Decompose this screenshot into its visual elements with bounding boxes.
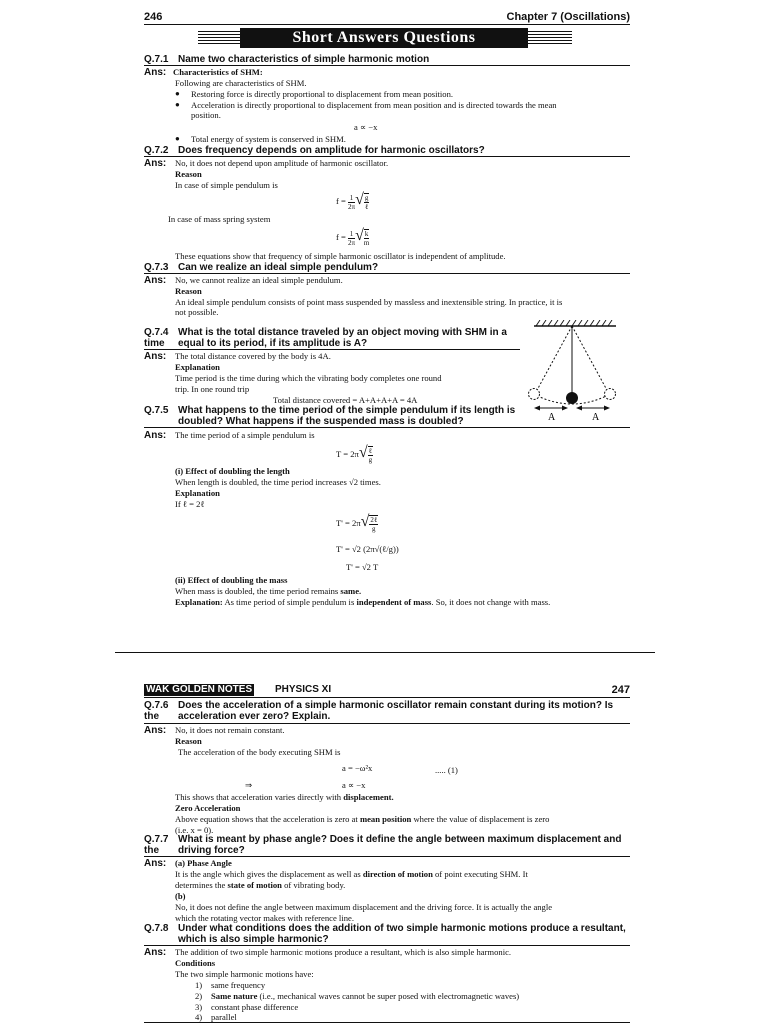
amplitude-label-right: A bbox=[592, 412, 600, 423]
formula: a ∝ −x bbox=[354, 122, 378, 132]
list-item: 2) Same nature (i.e., mechanical waves cannot be super posed with electromagnetic waves) bbox=[195, 991, 520, 1001]
question-number: Q.7.4 bbox=[144, 327, 169, 338]
section-banner bbox=[198, 28, 572, 48]
answer-text: which the rotating vector makes with reference line. bbox=[175, 913, 354, 923]
time-period-formula-result: T' = √2 T bbox=[346, 562, 379, 572]
reason-label: Reason bbox=[175, 286, 202, 296]
ans-label: Ans: bbox=[144, 158, 167, 169]
question-text: Can we realize an ideal simple pendulum? bbox=[178, 262, 379, 273]
header-rule bbox=[144, 697, 630, 698]
answer-text: Following are characteristics of SHM. bbox=[175, 78, 307, 88]
question-rule bbox=[144, 945, 630, 946]
question-text: Under what conditions does the addition of two simple harmonic motions produce a resultant, bbox=[178, 923, 626, 934]
answer-text: It is the angle which gives the displacement as well as direction of motion of point executing SHM. It bbox=[175, 869, 528, 879]
ans-label: Ans: bbox=[144, 351, 167, 362]
answer-text: The time period of a simple pendulum is bbox=[175, 430, 315, 440]
question-7-1 bbox=[144, 54, 630, 65]
implies-icon: ⇒ bbox=[245, 780, 253, 790]
ans-label: Ans: bbox=[144, 67, 167, 78]
distance-formula: Total distance covered = A+A+A+A = 4A bbox=[273, 395, 418, 405]
frequency-formula-pendulum: f = $\frac{1}{2\pi}$ √ $\frac{g}{\text{ℓ}}$ bbox=[336, 191, 369, 212]
question-text: Does the acceleration of a simple harmonic oscillator remain constant during its motion? Is the bbox=[144, 700, 614, 722]
question-number: Q.7.6 bbox=[144, 700, 169, 711]
question-text: Name two characteristics of simple harmonic motion bbox=[178, 54, 430, 65]
answer-text: The addition of two simple harmonic motions produce a resultant, which is also simple harmonic. bbox=[175, 947, 512, 957]
question-7-8-cont: which is also simple harmonic? bbox=[178, 934, 329, 945]
question-number: Q.7.5 bbox=[144, 405, 169, 416]
question-7-3 bbox=[144, 262, 630, 273]
reason-label: Reason bbox=[175, 169, 202, 179]
bullet-icon: ● bbox=[175, 100, 180, 109]
answer-text: This shows that acceleration varies directly with displacement. bbox=[175, 792, 394, 802]
time-period-formula-step: T' = √2 (2π√(ℓ/g)) bbox=[336, 544, 399, 554]
phase-angle-label: (a) Phase Angle bbox=[175, 858, 232, 868]
question-7-5-cont: doubled? What happens if the suspended mass is doubled? bbox=[178, 416, 464, 427]
part-b-label: (b) bbox=[175, 891, 186, 901]
acceleration-formula: a = −ω²x bbox=[342, 763, 373, 773]
bullet-icon: ● bbox=[175, 134, 180, 143]
chapter-title: Chapter 7 (Oscillations) bbox=[506, 11, 630, 23]
question-text: What is meant by phase angle? Does it define the angle between maximum displacement and the bbox=[144, 834, 622, 856]
answer-text: No, it does not define the angle between maximum displacement and the driving force. It is actually the angle bbox=[175, 902, 553, 912]
ans-label: Ans: bbox=[144, 275, 167, 286]
answer-text: Explanation: As time period of simple pendulum is independent of mass. So, it does not change with mass. bbox=[175, 597, 551, 607]
ans-label: Ans: bbox=[144, 947, 167, 958]
bullet-text: Acceleration is directly proportional to displacement from mean position and is directed towards the mean bbox=[191, 100, 557, 110]
brand-label: WAK GOLDEN NOTES bbox=[146, 684, 253, 695]
amplitude-label-left: A bbox=[548, 412, 556, 423]
page-number: 247 bbox=[611, 684, 630, 696]
answer-text: The total distance covered by the body is 4A. bbox=[175, 351, 331, 361]
part-i-label: (i) Effect of doubling the length bbox=[175, 466, 290, 476]
question-7-7-cont: driving force? bbox=[178, 845, 245, 856]
page-separator bbox=[115, 652, 655, 653]
page-number: 246 bbox=[144, 11, 163, 23]
answer-text: The two simple harmonic motions have: bbox=[175, 969, 314, 979]
question-text: Does frequency depends on amplitude for harmonic oscillators? bbox=[178, 145, 485, 156]
bullet-text-cont: position. bbox=[191, 110, 221, 120]
question-number: Q.7.1 bbox=[144, 54, 169, 65]
answer-text: No, we cannot realize an ideal simple pendulum. bbox=[175, 275, 343, 285]
question-rule bbox=[144, 856, 630, 857]
answer-text: An ideal simple pendulum consists of point mass suspended by massless and inextensible string. In practice, it is bbox=[175, 297, 563, 307]
if-line: If ℓ = 2ℓ bbox=[175, 499, 205, 509]
question-7-4-cont: equal to its period, if its amplitude is A? bbox=[178, 338, 368, 349]
question-number: Q.7.8 bbox=[144, 923, 169, 934]
ans-label: Ans: bbox=[144, 858, 167, 869]
question-rule bbox=[144, 427, 630, 428]
answer-text: No, it does not depend upon amplitude of harmonic oscillator. bbox=[175, 158, 389, 168]
bottom-rule bbox=[144, 1022, 630, 1023]
pendulum-diagram bbox=[520, 320, 630, 430]
question-rule bbox=[144, 349, 520, 350]
question-text: What happens to the time period of the simple pendulum if its length is bbox=[178, 405, 516, 416]
answer-text: The acceleration of the body executing SHM is bbox=[178, 747, 341, 757]
question-7-6-cont: acceleration ever zero? Explain. bbox=[178, 711, 331, 722]
banner-stripes-right bbox=[528, 31, 572, 44]
question-text: What is the total distance traveled by an object moving with SHM in a time bbox=[144, 327, 507, 349]
answer-text: not possible. bbox=[175, 307, 219, 317]
question-7-8 bbox=[144, 923, 630, 934]
zero-acceleration-label: Zero Acceleration bbox=[175, 803, 241, 813]
banner-title: Short Answers Questions bbox=[240, 28, 528, 48]
header-rule bbox=[144, 24, 630, 25]
bullet-icon: ● bbox=[175, 89, 180, 98]
explanation-label: Explanation bbox=[175, 488, 220, 498]
ans-label: Ans: bbox=[144, 430, 167, 441]
explanation-label: Explanation bbox=[175, 362, 220, 372]
answer-text: When mass is doubled, the time period remains same. bbox=[175, 586, 362, 596]
answer-text: These equations show that frequency of simple harmonic oscillator is independent of amplitude. bbox=[175, 251, 506, 261]
frequency-formula-spring: f = $\frac{1}{2\pi}$ √ $\frac{k}{m}$ bbox=[336, 227, 370, 248]
list-item: 1) same frequency bbox=[195, 980, 266, 990]
answer-text: In case of mass spring system bbox=[168, 214, 271, 224]
bullet-text: Total energy of system is conserved in SHM. bbox=[191, 134, 346, 144]
list-item: 3) constant phase difference bbox=[195, 1002, 299, 1012]
question-number: Q.7.7 bbox=[144, 834, 169, 845]
question-rule bbox=[144, 65, 630, 66]
answer-text: Time period is the time during which the vibrating body completes one round bbox=[175, 373, 442, 383]
answer-heading: Characteristics of SHM: bbox=[173, 67, 263, 77]
list-item: 4) parallel bbox=[195, 1012, 237, 1022]
ans-label: Ans: bbox=[144, 725, 167, 736]
time-period-formula-doubled: T' = 2π√ $\frac{\text{2ℓ}}{g}$ bbox=[336, 513, 378, 534]
question-number: Q.7.2 bbox=[144, 145, 169, 156]
subject-label: PHYSICS XI bbox=[275, 684, 332, 695]
banner-stripes-left bbox=[198, 31, 242, 44]
question-7-2 bbox=[144, 145, 630, 156]
part-ii-label: (ii) Effect of doubling the mass bbox=[175, 575, 288, 585]
proportion-formula: a ∝ −x bbox=[342, 780, 366, 790]
answer-text: When length is doubled, the time period increases √2 times. bbox=[175, 477, 381, 487]
answer-text: In case of simple pendulum is bbox=[175, 180, 278, 190]
equation-number: ..... (1) bbox=[435, 765, 458, 775]
question-rule bbox=[144, 156, 630, 157]
reason-label: Reason bbox=[175, 736, 202, 746]
time-period-formula: T = 2π√ $\frac{\text{ℓ}}{g}$ bbox=[336, 444, 373, 465]
answer-text: No, it does not remain constant. bbox=[175, 725, 285, 735]
question-rule bbox=[144, 273, 630, 274]
answer-text: Above equation shows that the acceleration is zero at mean position where the value of displacement is zero bbox=[175, 814, 550, 824]
question-rule bbox=[144, 723, 630, 724]
question-number: Q.7.3 bbox=[144, 262, 169, 273]
answer-text: (i.e. x = 0). bbox=[175, 825, 214, 835]
bullet-text: Restoring force is directly proportional to displacement from mean position. bbox=[191, 89, 454, 99]
conditions-label: Conditions bbox=[175, 958, 216, 968]
question-7-5 bbox=[144, 405, 524, 416]
answer-text: determines the state of motion of vibrating body. bbox=[175, 880, 346, 890]
answer-text: trip. In one round trip bbox=[175, 384, 250, 394]
